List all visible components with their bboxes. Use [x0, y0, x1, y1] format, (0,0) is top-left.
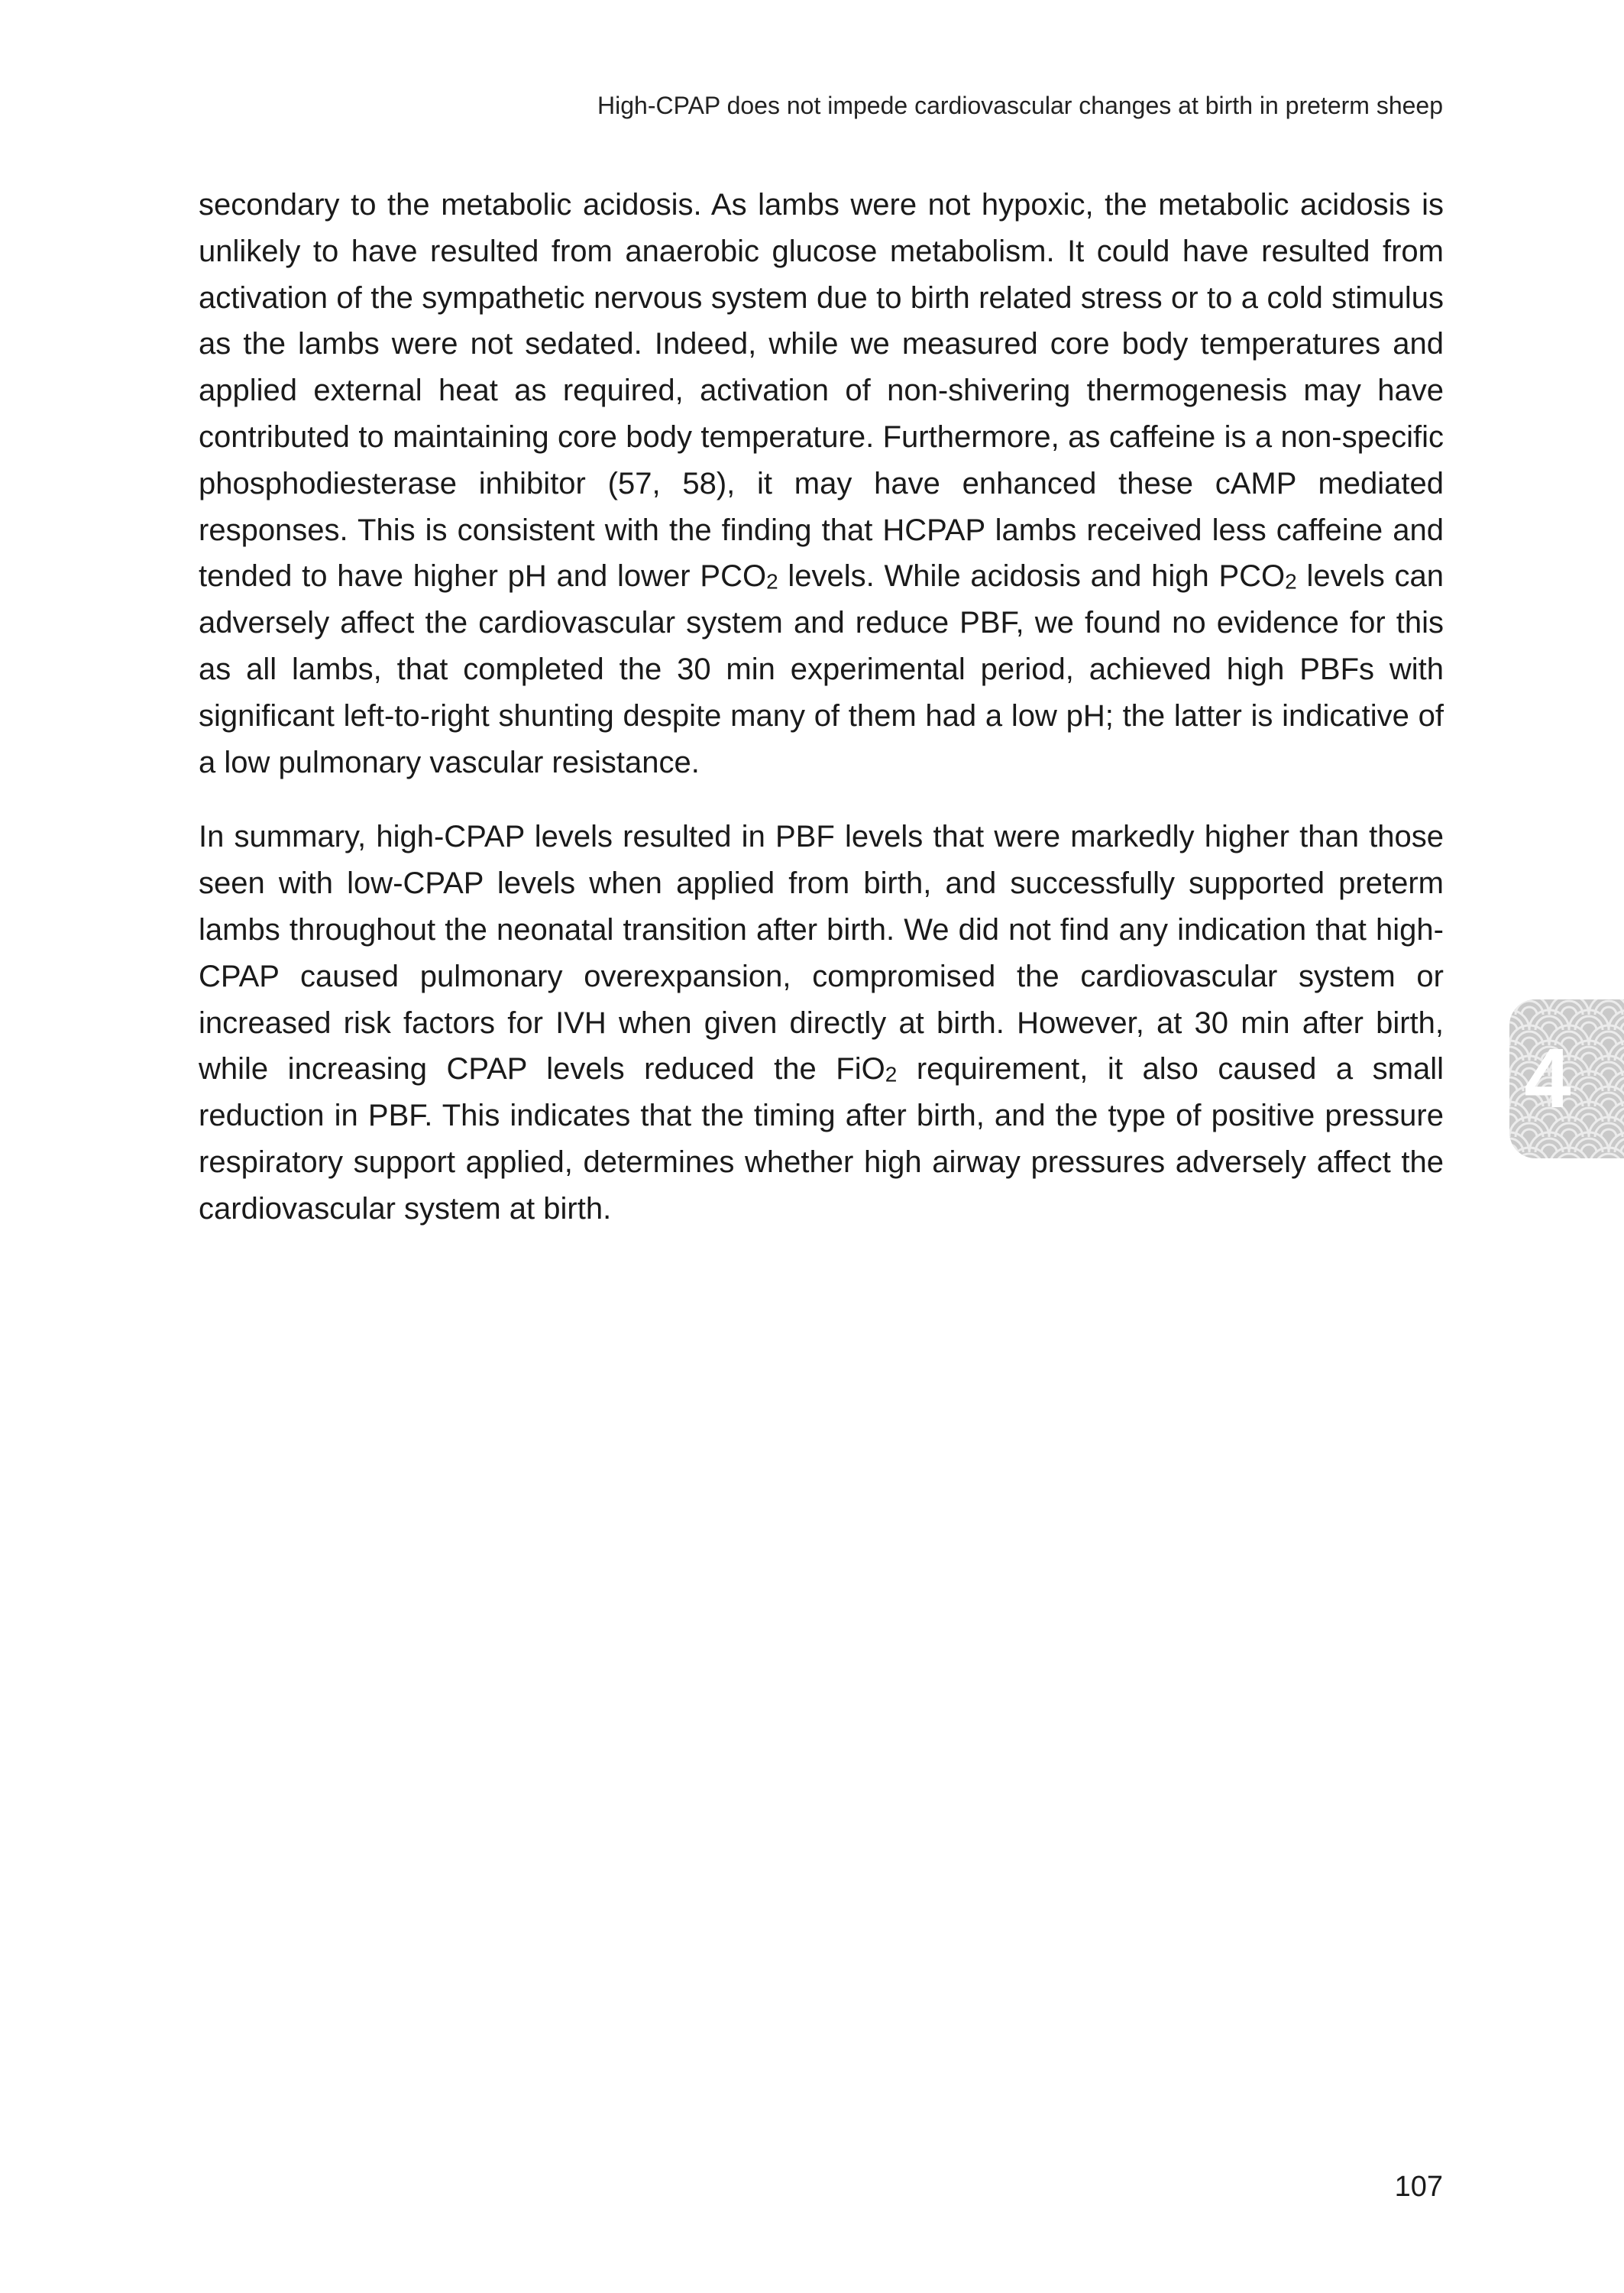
wave-arc	[1601, 1007, 1616, 1015]
paragraph-1-text-a: secondary to the metabolic acidosis. As lambs were not hypoxic, the metabolic acidosis is unlikely to have resulted from anaerobic glucose metabolism. It could have resulted from activation of the sympathetic nervous system due to birth related stress or to a cold stimulus as the lambs were not sedated. Indeed, while we measured core body temperatures and applied external heat as required, activation of non-shivering thermogenesis may have contributed to maintaining core body temperature. Furthermore, as caffeine is a non-specific phosphodiesterase inhibitor (57, 58), it may have enhanced these cAMP mediated responses. This is consistent with the finding that HCPAP lambs received less caffeine and tended to have higher pH and lower PCO	[199, 188, 1444, 594]
paragraph-2-text-b: requirement, it also caused a small reduction in PBF. This indicates that the timing after birth, and the type of positive pressure respiratory support applied, determines whether high airway pressures adversely affect the cardiovascular system at birth.	[199, 1052, 1444, 1226]
body-text	[199, 182, 1444, 1261]
paragraph-2-text-a: In summary, high-CPAP levels resulted in PBF levels that were markedly higher than those seen with low-CPAP levels when applied from birth, and successfully supported preterm lambs throughout the neonatal transition after birth. We did not find any indication that high-CPAP caused pulmonary overexpansion, compromised the cardiovascular system or increased risk factors for IVH when given directly at birth. However, at 30 min after birth, while increasing CPAP levels reduced the FiO	[199, 820, 1444, 1087]
running-header-title: High-CPAP does not impede cardiovascular changes at birth in preterm sheep	[597, 92, 1443, 119]
subscript-2: 2	[766, 569, 778, 594]
wave-arc	[1601, 1099, 1616, 1106]
subscript-2: 2	[1285, 569, 1297, 594]
paragraph-2	[199, 814, 1444, 1232]
subscript-2: 2	[885, 1062, 898, 1087]
paragraph-1-text-b: levels. While acidosis and high PCO	[778, 559, 1286, 594]
wave-arc	[1601, 1129, 1616, 1137]
paragraph-1	[199, 182, 1444, 785]
wave-arc	[1601, 1068, 1616, 1076]
wave-arc	[1595, 1154, 1622, 1158]
page-number: 107	[1394, 2171, 1443, 2203]
chapter-number: 4	[1524, 1032, 1571, 1125]
wave-arc	[1601, 1038, 1616, 1045]
chapter-tab	[1509, 999, 1624, 1158]
paragraph-1-text-c: levels can adversely affect the cardiovascular system and reduce PBF, we found no evidence for this as all lambs, that completed the 30 min experimental period, achieved high PBFs with significant left-to-right shunting despite many of them had a low pH; the latter is indicative of a low pulmonary vascular resistance.	[199, 559, 1444, 779]
